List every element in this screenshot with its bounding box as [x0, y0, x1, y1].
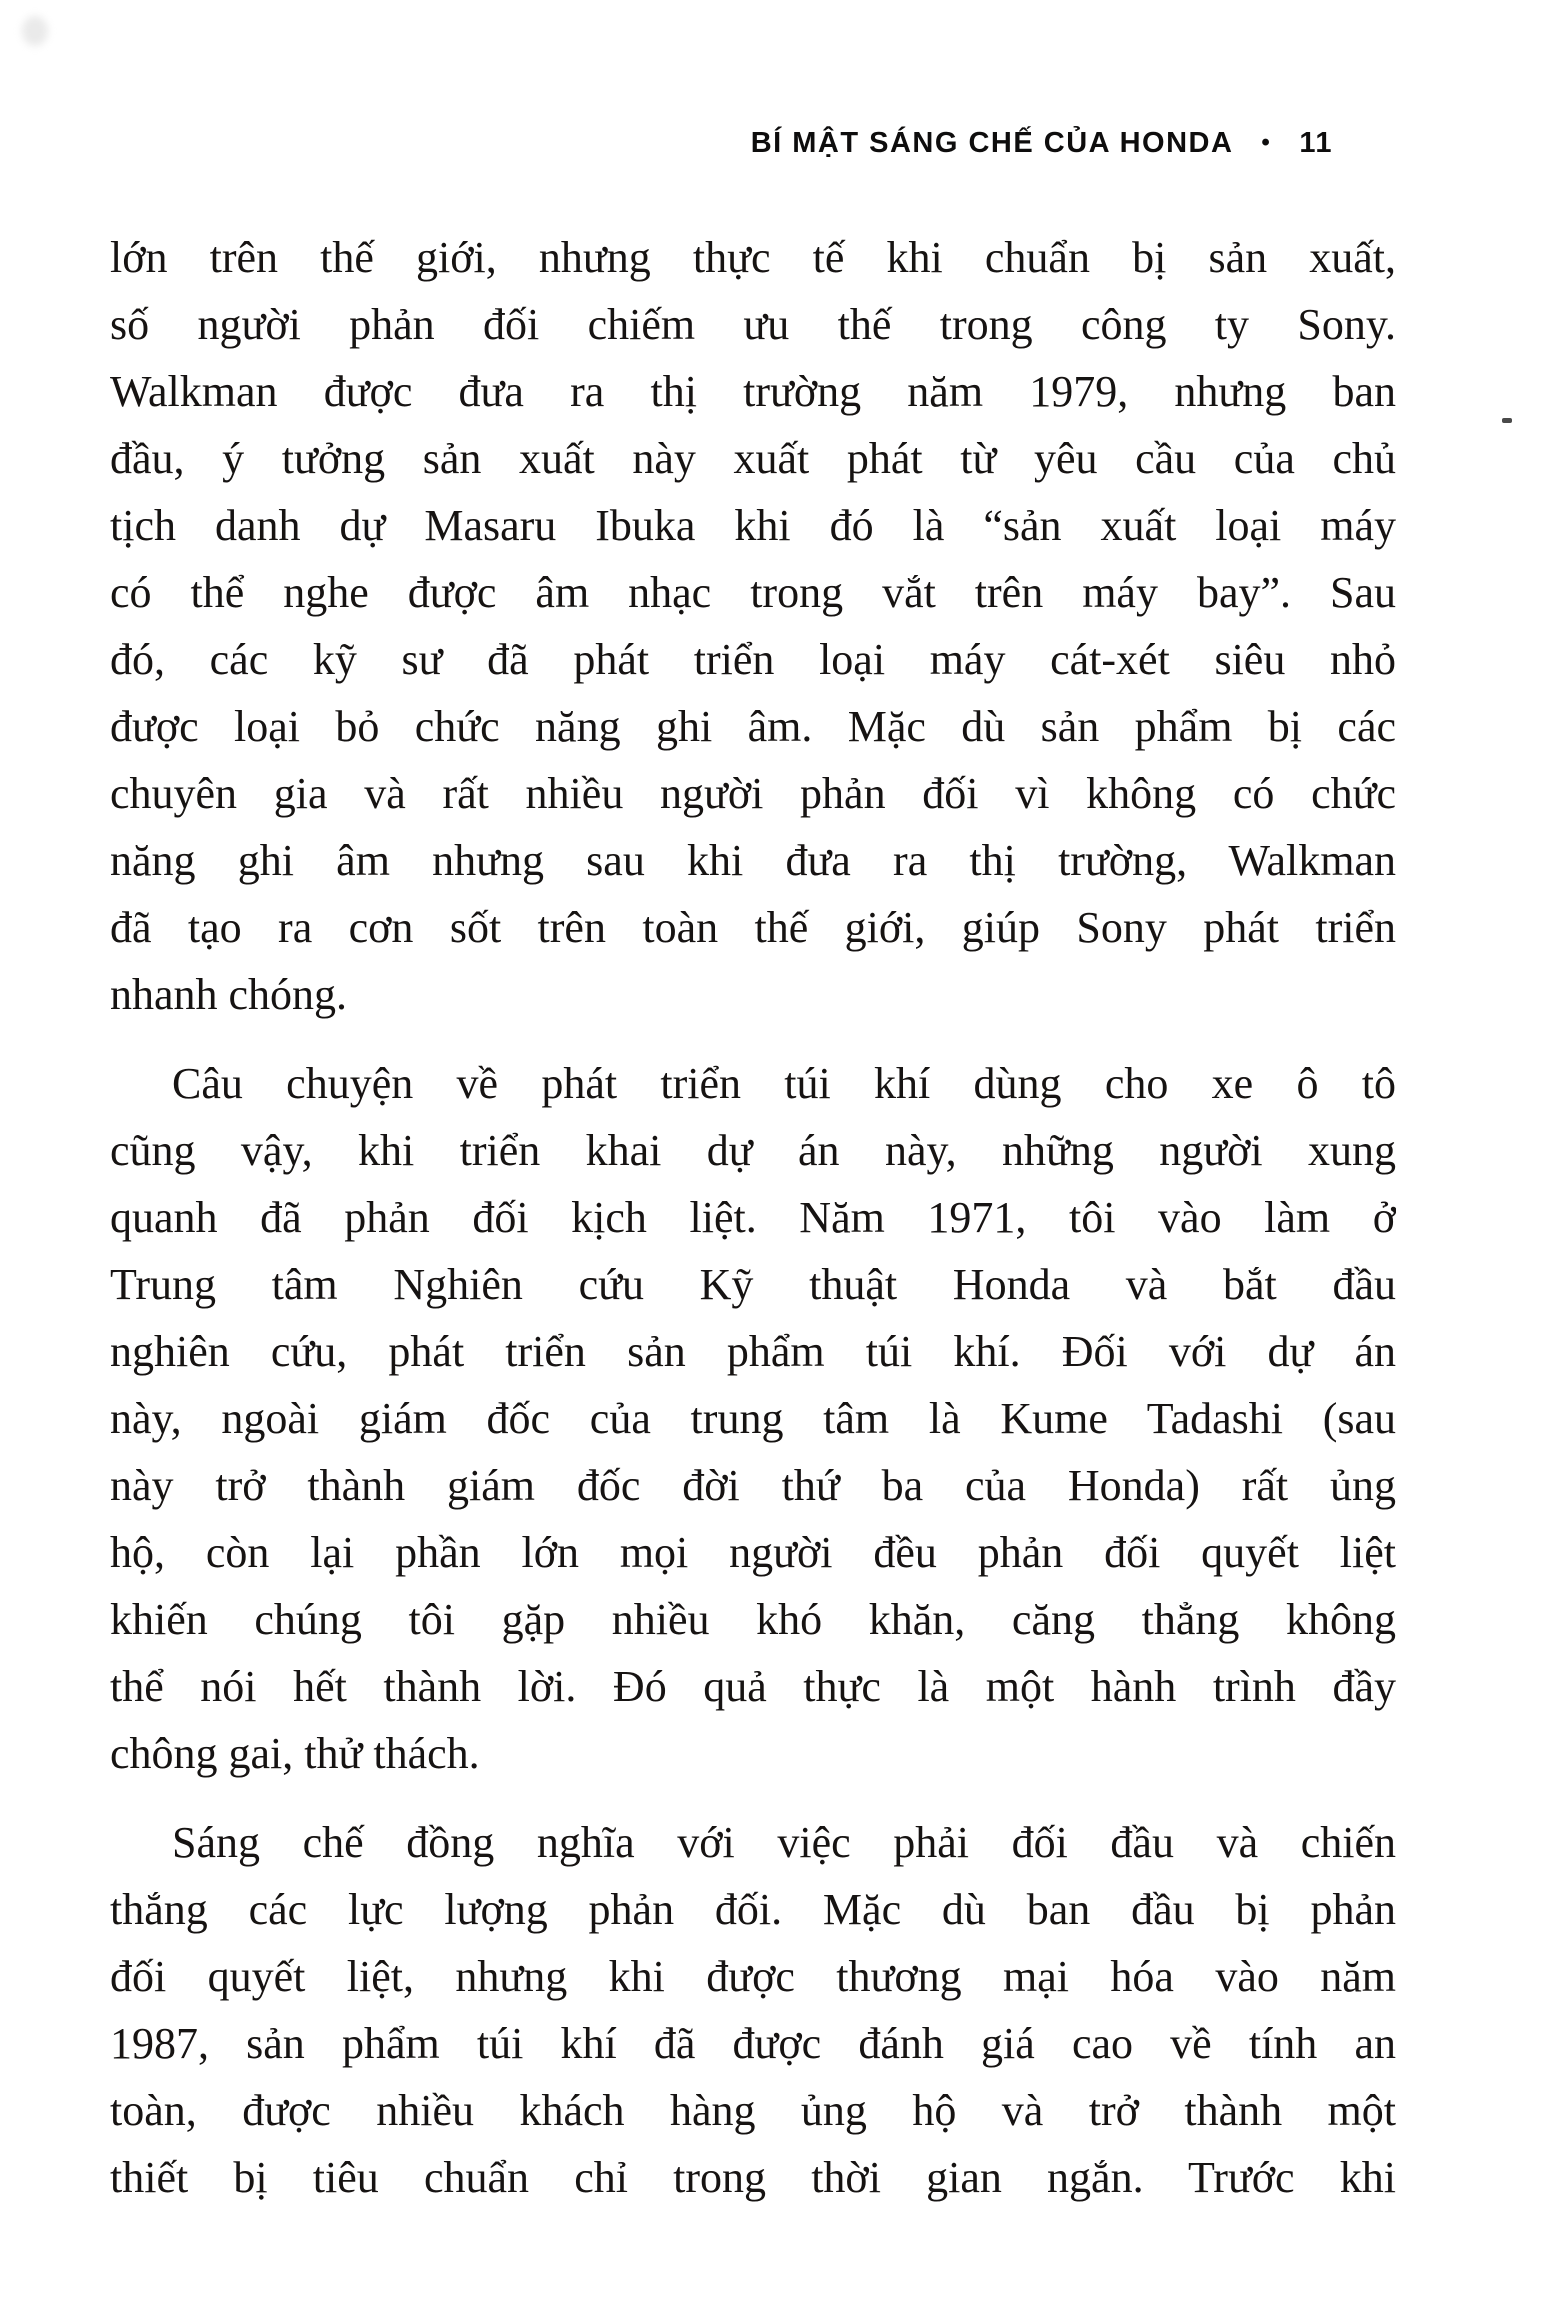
text-line-3: Walkman được đưa ra thị trường năm 1979, nhưng ban — [110, 367, 1396, 416]
text-line-14: cũng vậy, khi triển khai dự án này, những người xung — [110, 1126, 1396, 1175]
text-line-20: hộ, còn lại phần lớn mọi người đều phản đối quyết liệt — [110, 1528, 1396, 1577]
text-line-29: thiết bị tiêu chuẩn chỉ trong thời gian ngắn. Trước khi — [110, 2153, 1396, 2202]
text-line-24: Sáng chế đồng nghĩa với việc phải đối đầu và chiến — [172, 1818, 1396, 1867]
scan-smudge-artifact — [22, 16, 48, 46]
body-text-block — [110, 224, 1396, 2211]
text-line-7: đó, các kỹ sư đã phát triển loại máy cát-xét siêu nhỏ — [110, 635, 1396, 684]
text-line-26: đối quyết liệt, nhưng khi được thương mại hóa vào năm — [110, 1952, 1396, 2001]
running-header-title: BÍ MẬT SÁNG CHẾ CỦA HONDA — [750, 127, 1234, 159]
scan-dash-artifact — [1502, 418, 1512, 423]
text-line-6: có thể nghe được âm nhạc trong vắt trên máy bay”. Sau — [110, 568, 1396, 617]
text-line-11: đã tạo ra cơn sốt trên toàn thế giới, giúp Sony phát triển — [110, 903, 1396, 952]
text-line-13: Câu chuyện về phát triển túi khí dùng cho xe ô tô — [172, 1059, 1396, 1108]
text-line-27: 1987, sản phẩm túi khí đã được đánh giá cao về tính an — [110, 2019, 1396, 2068]
text-line-21: khiến chúng tôi gặp nhiều khó khăn, căng thẳng không — [110, 1595, 1396, 1644]
text-line-8: được loại bỏ chức năng ghi âm. Mặc dù sản phẩm bị các — [110, 702, 1396, 751]
page-number: 11 — [1299, 127, 1333, 159]
text-line-15: quanh đã phản đối kịch liệt. Năm 1971, tôi vào làm ở — [110, 1193, 1396, 1242]
bullet-separator-icon: • — [1261, 129, 1272, 156]
text-line-18: này, ngoài giám đốc của trung tâm là Kume Tadashi (sau — [110, 1394, 1396, 1443]
text-line-9: chuyên gia và rất nhiều người phản đối vì không có chức — [110, 769, 1396, 818]
text-line-16: Trung tâm Nghiên cứu Kỹ thuật Honda và bắt đầu — [110, 1260, 1396, 1309]
text-line-28: toàn, được nhiều khách hàng ủng hộ và trở thành một — [110, 2086, 1396, 2135]
text-line-17: nghiên cứu, phát triển sản phẩm túi khí. Đối với dự án — [110, 1327, 1396, 1376]
text-line-5: tịch danh dự Masaru Ibuka khi đó là “sản xuất loại máy — [110, 501, 1396, 550]
text-line-12: nhanh chóng. — [110, 970, 348, 1019]
text-line-25: thắng các lực lượng phản đối. Mặc dù ban đầu bị phản — [110, 1885, 1396, 1934]
text-line-10: năng ghi âm nhưng sau khi đưa ra thị trường, Walkman — [110, 836, 1396, 885]
text-line-22: thể nói hết thành lời. Đó quả thực là một hành trình đầy — [110, 1662, 1396, 1711]
text-line-23: chông gai, thử thách. — [110, 1729, 480, 1778]
text-line-1: lớn trên thế giới, nhưng thực tế khi chuẩn bị sản xuất, — [110, 233, 1396, 282]
running-header — [751, 127, 1333, 160]
text-line-19: này trở thành giám đốc đời thứ ba của Honda) rất ủng — [110, 1461, 1396, 1510]
text-line-4: đầu, ý tưởng sản xuất này xuất phát từ yêu cầu của chủ — [110, 434, 1396, 483]
text-line-2: số người phản đối chiếm ưu thế trong công ty Sony. — [110, 300, 1396, 349]
